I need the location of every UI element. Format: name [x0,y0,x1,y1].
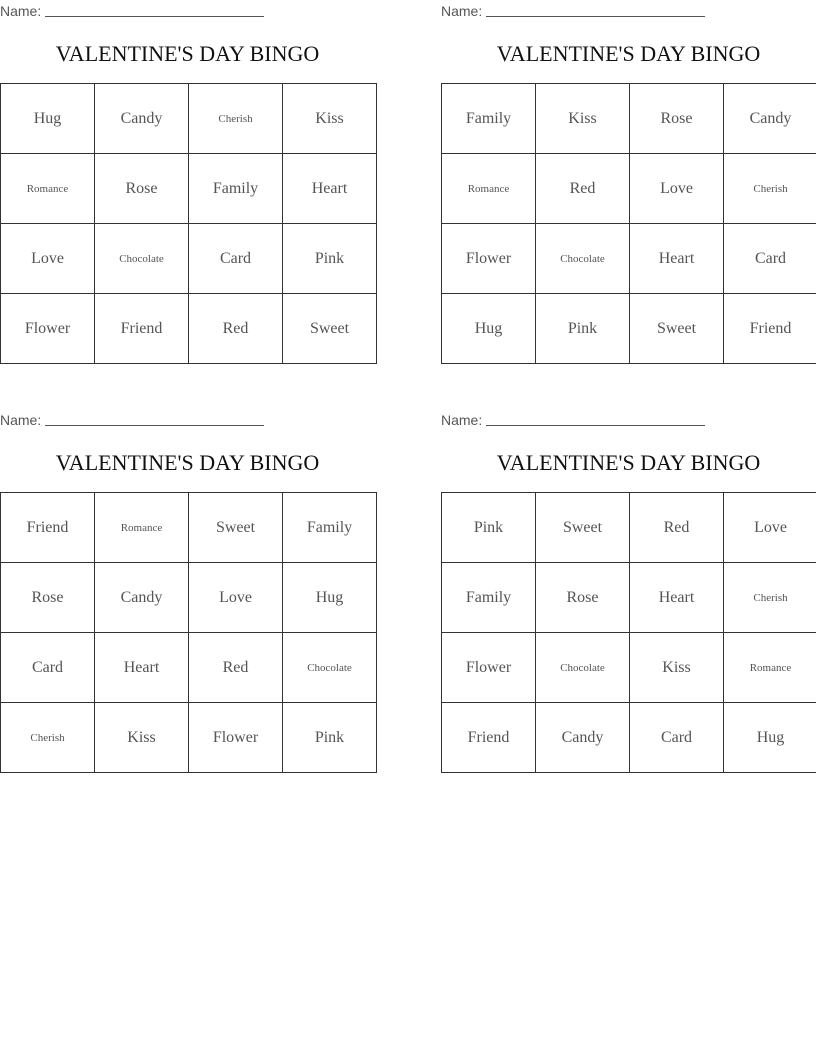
grid-row [1,84,377,154]
bingo-cell: Chocolate [536,224,630,294]
bingo-grid [0,492,377,773]
grid-row [442,294,816,364]
bingo-cell: Heart [95,633,189,703]
bingo-cell: Friend [442,703,536,773]
bingo-cell: Friend [724,294,816,364]
bingo-cell: Pink [283,703,377,773]
bingo-cell: Pink [442,493,536,563]
bingo-cell: Heart [630,224,724,294]
bingo-cell: Sweet [630,294,724,364]
bingo-cell: Romance [442,154,536,224]
grid-row [442,633,816,703]
name-blank-line [45,2,264,17]
bingo-cell: Candy [95,563,189,633]
grid-row [442,493,816,563]
card-title: VALENTINE'S DAY BINGO [496,450,761,475]
name-field [441,2,705,20]
bingo-cell: Chocolate [95,224,189,294]
bingo-cell: Rose [536,563,630,633]
bingo-cell: Card [189,224,283,294]
bingo-cell: Kiss [536,84,630,154]
bingo-cell: Hug [1,84,95,154]
name-field [0,2,264,20]
bingo-cell: Love [189,563,283,633]
name-field [441,411,705,429]
bingo-cell: Pink [536,294,630,364]
bingo-cell: Romance [95,493,189,563]
bingo-cell: Kiss [630,633,724,703]
bingo-grid [441,83,816,364]
bingo-cell: Red [189,294,283,364]
bingo-cell: Candy [536,703,630,773]
bingo-cell: Chocolate [536,633,630,703]
bingo-cell: Rose [630,84,724,154]
grid-row [1,703,377,773]
bingo-cell: Hug [724,703,816,773]
card-title: VALENTINE'S DAY BINGO [55,41,320,66]
bingo-cell: Romance [1,154,95,224]
name-blank-line [45,411,264,426]
bingo-cell: Hug [283,563,377,633]
bingo-grid [0,83,377,364]
name-label: Name: [0,3,42,19]
bingo-cell: Family [189,154,283,224]
bingo-cell: Cherish [1,703,95,773]
name-blank-line [486,2,705,17]
bingo-cell: Heart [283,154,377,224]
bingo-cell: Family [442,563,536,633]
bingo-cell: Card [724,224,816,294]
grid-row [442,563,816,633]
bingo-cell: Sweet [283,294,377,364]
card-title: VALENTINE'S DAY BINGO [496,41,761,66]
bingo-cell: Candy [724,84,816,154]
name-label: Name: [0,412,42,428]
name-field [0,411,264,429]
bingo-cell: Family [442,84,536,154]
name-blank-line [486,411,705,426]
bingo-cell: Sweet [189,493,283,563]
bingo-cell: Flower [442,224,536,294]
grid-row [442,703,816,773]
bingo-cell: Red [630,493,724,563]
bingo-cell: Love [630,154,724,224]
bingo-cell: Red [536,154,630,224]
grid-row [1,493,377,563]
bingo-cell: Card [630,703,724,773]
grid-row [1,563,377,633]
bingo-cell: Card [1,633,95,703]
grid-row [442,84,816,154]
bingo-cell: Love [1,224,95,294]
bingo-cell: Friend [95,294,189,364]
bingo-cell: Cherish [724,563,816,633]
bingo-cell: Flower [1,294,95,364]
bingo-cell: Rose [95,154,189,224]
bingo-cell: Rose [1,563,95,633]
bingo-cell: Kiss [283,84,377,154]
bingo-cell: Heart [630,563,724,633]
bingo-cell: Hug [442,294,536,364]
bingo-cell: Love [724,493,816,563]
card-title: VALENTINE'S DAY BINGO [55,450,320,475]
bingo-cell: Pink [283,224,377,294]
name-label: Name: [441,412,483,428]
grid-row [1,294,377,364]
bingo-cell: Friend [1,493,95,563]
bingo-cell: Flower [442,633,536,703]
bingo-cell: Family [283,493,377,563]
bingo-cell: Flower [189,703,283,773]
grid-row [442,154,816,224]
bingo-cell: Cherish [724,154,816,224]
bingo-cell: Kiss [95,703,189,773]
name-label: Name: [441,3,483,19]
grid-row [1,633,377,703]
bingo-cell: Cherish [189,84,283,154]
grid-row [1,154,377,224]
bingo-cell: Chocolate [283,633,377,703]
bingo-cell: Red [189,633,283,703]
grid-row [442,224,816,294]
grid-row [1,224,377,294]
bingo-grid [441,492,816,773]
bingo-cell: Romance [724,633,816,703]
bingo-cell: Sweet [536,493,630,563]
bingo-cell: Candy [95,84,189,154]
